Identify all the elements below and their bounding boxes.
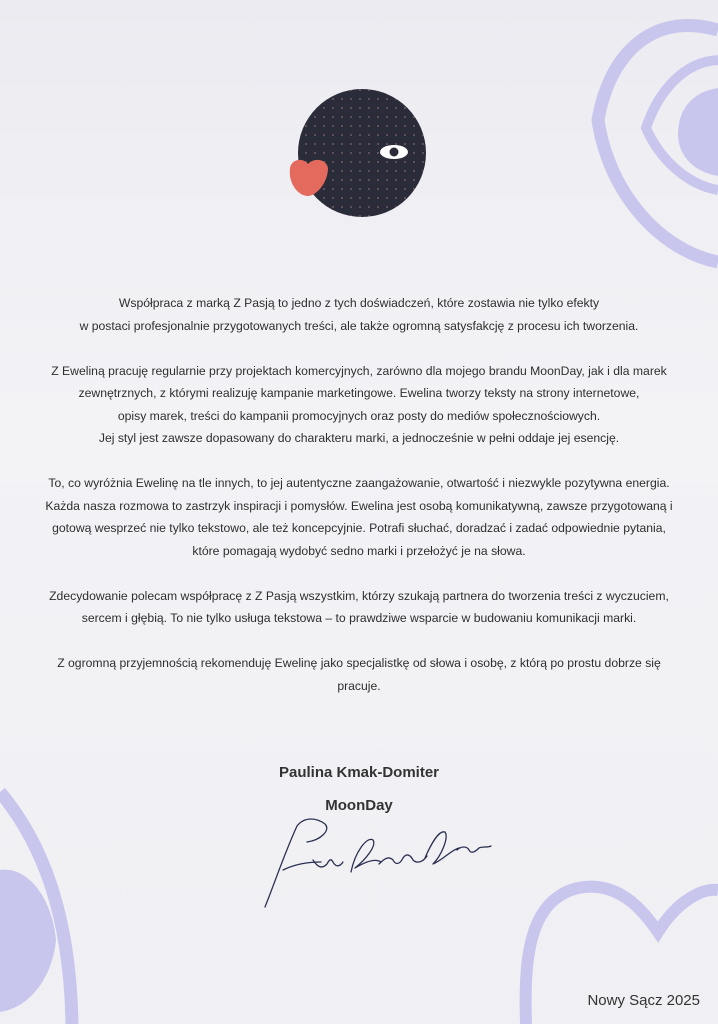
paragraph <box>16 360 702 450</box>
text-line: opisy marek, treści do kampanii promocyjnych oraz posty do mediów społecznościowych. <box>117 408 601 423</box>
signer-company: MoonDay <box>325 797 393 814</box>
text-line: zewnętrznych, z którymi realizuję kampanie marketingowe. Ewelina tworzy teksty na strony internetowe, <box>78 386 640 400</box>
text-line: w postaci profesjonalnie przygotowanych treści, ale także ogromną satysfakcję z procesu ich tworzenia. <box>79 318 639 333</box>
text-line: Zdecydowanie polecam współpracę z Z Pasją wszystkim, którzy szukają partnera do tworzenia treści z wyczuciem, <box>49 588 669 603</box>
paragraph <box>16 652 702 697</box>
text-line: Z ogromną przyjemnością rekomenduję Ewelinę jako specjalistkę od słowa i osobę, z którą po prostu dobrze się <box>57 656 661 670</box>
text-line: To, co wyróżnia Ewelinę na tle innych, to jej autentyczne zaangażowanie, otwartość i niezwykle pozytywna energia. <box>48 476 670 490</box>
text-line: Jej styl jest zawsze dopasowany do charakteru marki, a jednocześnie w pełni oddaje jej esencję. <box>98 431 620 445</box>
eye-outline-icon <box>0 780 90 1024</box>
paragraph <box>16 472 702 562</box>
paragraph <box>16 292 702 337</box>
text-line: gotową wesprzeć nie tylko tekstowo, ale też koncepcyjnie. Potrafi słuchać, doradzać i zadać odpowiednie pytania, <box>52 521 666 535</box>
text-line: które pomagają wydobyć sedno marki i przełożyć je na słowa. <box>192 543 526 558</box>
text-line: pracuje. <box>337 678 381 693</box>
signer-name: Paulina Kmak-Domiter <box>278 764 440 781</box>
place-and-date: Nowy Sącz 2025 <box>587 992 700 1009</box>
text-line: Z Eweliną pracuję regularnie przy projektach komercyjnych, zarówno dla mojego brandu MoonDay, jak i dla marek <box>51 363 667 378</box>
handwritten-signature <box>255 812 495 912</box>
text-line: Współpraca z marką Z Pasją to jedno z tych doświadczeń, które zostawia nie tylko efekty <box>118 296 600 310</box>
paragraph <box>16 585 702 630</box>
letter-body <box>16 292 702 720</box>
eye-outline-icon <box>578 0 718 270</box>
moonday-logo-icon <box>286 88 430 218</box>
text-line: sercem i głębią. To nie tylko usługa tekstowa – to prawdziwe wsparcie w budowaniu komunikacji marki. <box>81 611 637 625</box>
text-line: Każda nasza rozmowa to zastrzyk inspiracji i pomysłów. Ewelina jest osobą komunikatywną, zawsze przygotowaną i <box>45 498 673 513</box>
